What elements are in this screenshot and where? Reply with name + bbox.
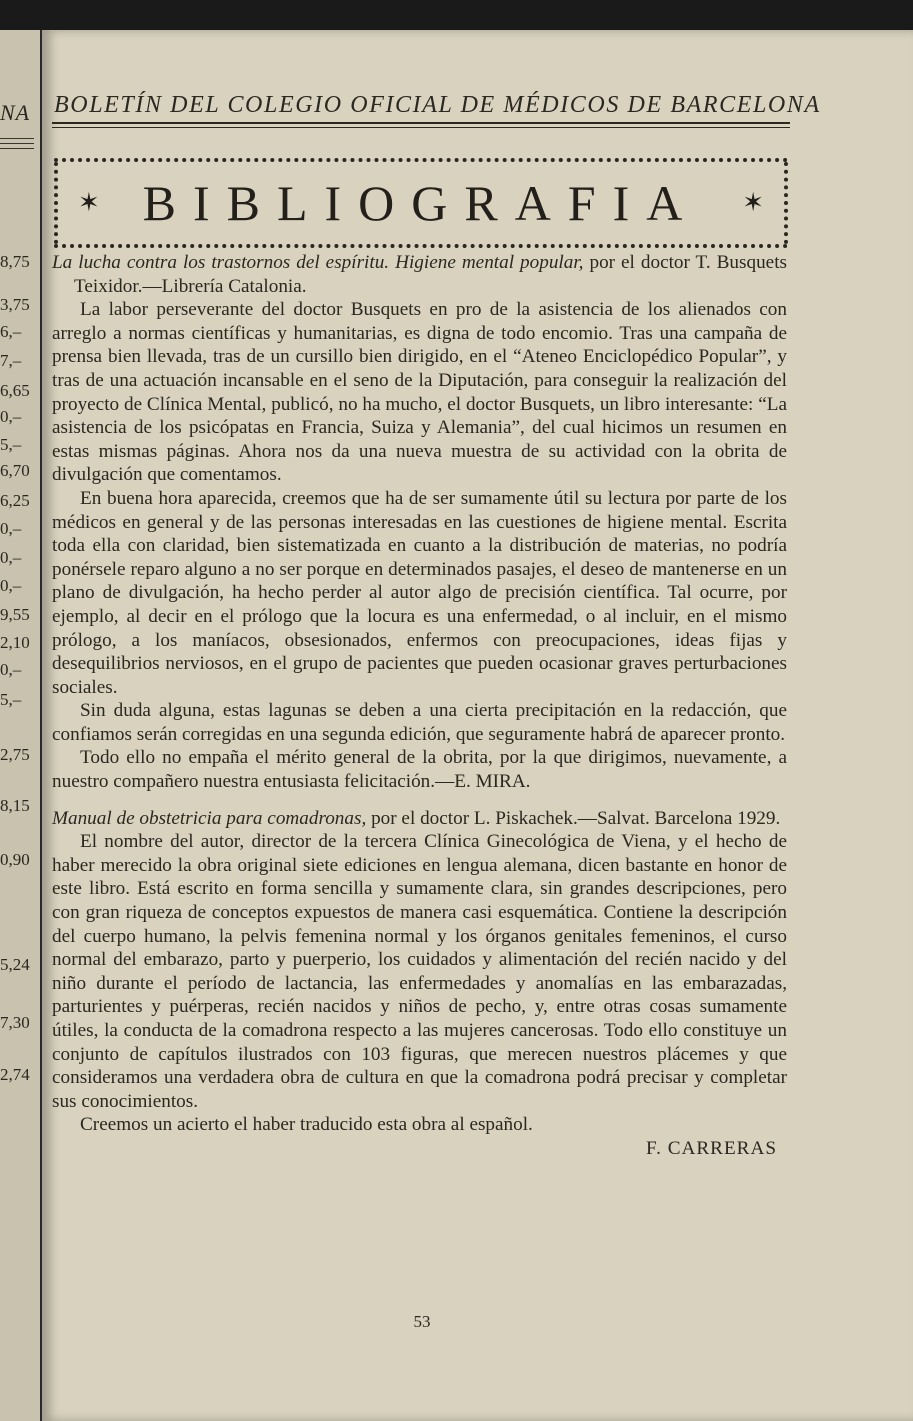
- facing-page-number: 5,–: [0, 690, 22, 709]
- book-byline: por el doctor T. Busquets Teixidor.—Librería Catalonia.: [74, 252, 787, 297]
- facing-page-number: 2,74: [0, 1065, 30, 1084]
- review-paragraph: En buena hora aparecida, creemos que ha de ser sumamente útil su lectura por parte de los médicos en general y de las personas interesadas en las cuestiones de higiene mental. Escrita toda ella con claridad, bien sistematizada en cuanto a la distribución de materias, no podría ponérsele reparo alguno a no ser porque en determinados pasajes, el deseo de mantenerse en un plano de divulgación, ha hecho perder al autor algo de precisión científica. Tal ocurre, por ejemplo, al decir en el prólogo que la locura es una enfermedad, o al incluir, en el mismo prólogo, a los maníacos, obsesionados, enfermos con preocupaciones, ideas fijas y desequilibrios nerviosos, en el grupo de pacientes que pueden ocasionar graves perturbaciones sociales.: [52, 487, 787, 698]
- star-ornament-icon: ✶: [742, 188, 764, 217]
- facing-page-number: 6,70: [0, 461, 30, 480]
- facing-page-number: 0,–: [0, 407, 22, 426]
- facing-page-number: 2,75: [0, 745, 30, 764]
- review-heading: [52, 251, 787, 298]
- facing-page-number: 7,30: [0, 1013, 30, 1032]
- section-title: BIBLIOGRAFIA: [142, 175, 700, 231]
- book-title: La lucha contra los trastornos del espíritu. Higiene mental popular,: [52, 252, 584, 273]
- facing-page-number: 0,–: [0, 660, 22, 679]
- running-header: BOLETÍN DEL COLEGIO OFICIAL DE MÉDICOS DE BARCELONA: [54, 92, 821, 118]
- facing-page-number: 6,65: [0, 381, 30, 400]
- facing-page-number: 5,24: [0, 955, 30, 974]
- review-signature: F. CARRERAS: [645, 1137, 777, 1159]
- facing-page-number: 3,75: [0, 295, 30, 314]
- review-heading: [52, 807, 787, 831]
- header-rule: [52, 127, 790, 128]
- review-paragraph: Creemos un acierto el haber traducido esta obra al español.: [80, 1114, 533, 1136]
- section-banner: [54, 158, 788, 248]
- review-paragraph: Sin duda alguna, estas lagunas se deben a una cierta precipitación en la redacción, que confiamos serán corregidas en una segunda edición, que seguramente habrá de aparecer pronto.: [52, 700, 787, 745]
- facing-page-number: 6,–: [0, 322, 22, 341]
- facing-page-header-fragment: NA: [0, 100, 31, 125]
- facing-page-number: 0,–: [0, 548, 22, 567]
- review-paragraph: Todo ello no empaña el mérito general de la obrita, por la que dirigimos, nuevamente, a nuestro compañero nuestra entusiasta felicitación.—E. MIRA.: [52, 747, 787, 793]
- star-ornament-icon: ✶: [78, 188, 100, 217]
- article-body: [52, 251, 787, 1161]
- facing-page-rule: [0, 148, 34, 149]
- review-paragraph: El nombre del autor, director de la tercera Clínica Ginecológica de Viena, y el hecho de haber merecido la obra original siete ediciones en lengua alemana, dicen bastante en honor de este libro. Está escrito en forma sencilla y sumamente clara, sin grandes descripciones, pero con gran riqueza de conceptos expuestos de manera casi esquemática. Contiene la descripción del cuerpo humano, la pelvis femenina normal y los órganos genitales femeninos, el curso normal del embarazo, parto y puerperio, los cuidados y alimentación del recién nacido y del niño durante el período de lactancia, las enfermedades y anomalías en las embarazadas, parturientes y puérperas, recién nacidos y niños de pecho, y, entre otras cosas sumamente útiles, la conducta de la comadrona respecto a las mujeres cancerosas. Todo ello constituye un conjunto de capítulos ilustrados con 103 figuras, que merecen nuestros plácemes y que consideramos una verdadera obra de cultura en que la comadrona podrá precisar y completar sus conocimientos.: [52, 831, 787, 1112]
- facing-page-number: 8,15: [0, 796, 30, 815]
- facing-page-number: 0,90: [0, 850, 30, 869]
- page-number: 53: [413, 1312, 431, 1331]
- review-paragraph: La labor perseverante del doctor Busquets en pro de la asistencia de los alienados con arreglo a normas científicas y humanitarias, es digna de todo encomio. Tras una campaña de prensa bien llevada, tras de un cursillo bien dirigido, en el “Ateneo Enciclopédico Popular”, y tras de una actuación incansable en el seno de la Diputación, para conseguir la realización del proyecto de Clínica Mental, publicó, no ha mucho, el doctor Busquets, un libro interesante: “La asistencia de los psicópatas en Francia, Suiza y Alemania”, del cual hicimos un resumen en estas mismas páginas. Ahora nos da una nueva muestra de su actividad con la obrita de divulgación que comentamos.: [52, 299, 787, 486]
- facing-page-number: 2,10: [0, 633, 30, 652]
- facing-page-number: 6,25: [0, 491, 30, 510]
- review-spacer: [52, 794, 787, 807]
- book-byline: por el doctor L. Piskachek.—Salvat. Barcelona 1929.: [366, 807, 781, 829]
- facing-page-edge: [0, 30, 42, 1421]
- document-page: [42, 30, 913, 1421]
- facing-page-rule: [0, 138, 34, 139]
- facing-page-rule: [0, 143, 34, 144]
- facing-page-number: 5,–: [0, 435, 22, 454]
- facing-page-number: 9,55: [0, 605, 30, 624]
- facing-page-number: 0,–: [0, 519, 22, 538]
- header-rule: [52, 122, 790, 124]
- facing-page-number: 7,–: [0, 351, 22, 370]
- facing-page-number: 8,75: [0, 252, 30, 271]
- facing-page-number: 0,–: [0, 576, 22, 595]
- book-title: Manual de obstetricia para comadronas,: [52, 807, 367, 829]
